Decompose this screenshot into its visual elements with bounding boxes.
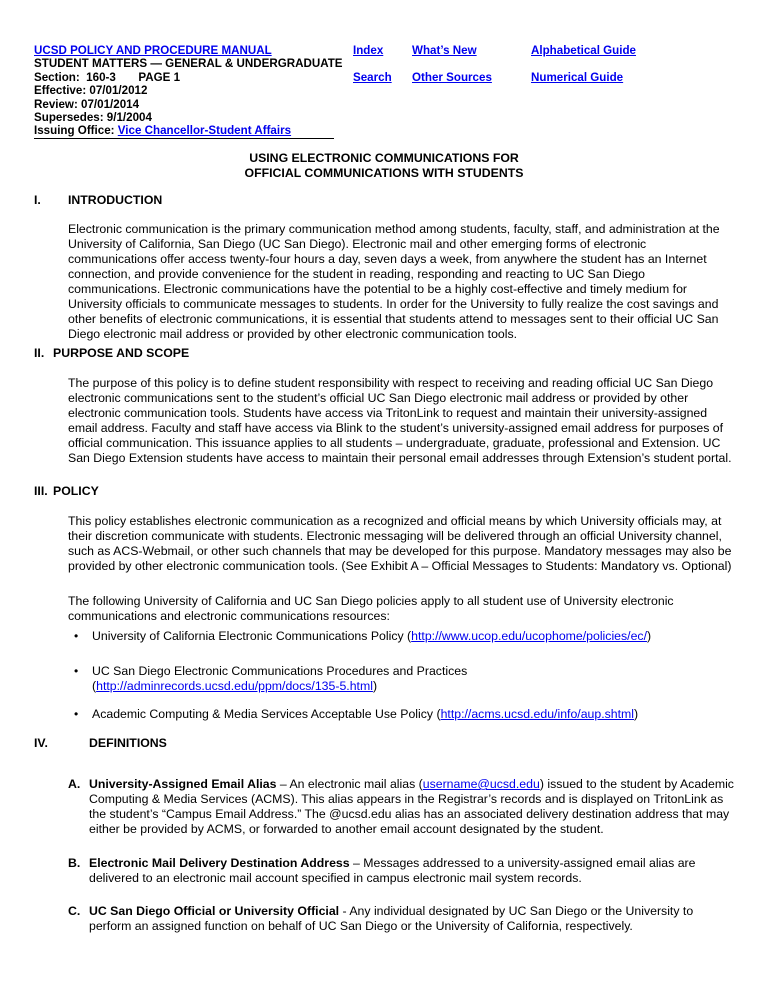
- definition-a-term: University-Assigned Email Alias: [89, 777, 277, 791]
- definition-a: University-Assigned Email Alias – An electronic mail alias (username@ucsd.edu) issued to the student by Academic Computing & Media Services (ACMS). This alias appears in the Registrar’s records and is displayed on TritonLink as the student’s “Campus Email Address.” The @ucsd.edu alias has an associated delivery destination address that may either be provided by ACMS, or forwarded to another email account designated by the student.: [89, 777, 734, 836]
- section-line: Section: 160-3 PAGE 1: [34, 70, 181, 84]
- nav-whats-new-link[interactable]: What’s New: [412, 44, 477, 57]
- section-3-text: This policy establishes electronic communication as a recognized and official means by which University officials may, at their discretion communicate with students. Electronic messaging will be delivered through an official University channel, such as ACS-Webmail, or other such channels that may be developed for this purpose. Mandatory messages may also be provided by other electronic communication tools. (See Exhibit A – Official Messages to Students: Mandatory vs. Optional): [68, 514, 732, 573]
- definition-b-term: Electronic Mail Delivery Destination Address: [89, 856, 350, 870]
- definition-c-letter: C.: [68, 904, 81, 918]
- section-4-number: IV.: [34, 736, 48, 750]
- nav-numerical-guide-link[interactable]: Numerical Guide: [531, 71, 624, 84]
- review-line: Review: 07/01/2014: [34, 97, 140, 111]
- section-1-text: Electronic communication is the primary communication method among students, faculty, staff, and administration at the University of California, San Diego (UC San Diego). Electronic mail and other emerging forms of electronic communications offer access twenty-four hours a day, seven days a week, from anywhere the student has an Internet connection, and provide convenience for the student in reading, responding and reacting to UC San Diego communications. Electronic communications have the potential to be a highly cost-effective and timely medium for University officials to communicate messages to students. In order for the University to fully realize the cost savings and other benefits of electronic communications, it is essential that students attend to messages sent to their official UC San Diego electronic mail address or provided by other electronic communication tools.: [68, 222, 720, 341]
- issuing-office-link[interactable]: Vice Chancellor-Student Affairs: [117, 124, 292, 138]
- effective-line: Effective: 07/01/2012: [34, 84, 148, 98]
- uc-ec-policy-link[interactable]: http://www.ucop.edu/ucophome/policies/ec/: [411, 629, 647, 643]
- section-2-text: The purpose of this policy is to define student responsibility with respect to receiving and reading official UC San Diego electronic communications sent to the student’s official UC San Diego electronic mail address or provided by other electronic communication tools. Students have access via TritonLink to request and maintain their university-assigned email address. Faculty and staff have access via Blink to the student’s university-assigned email address for purposes of official communication. This issuance applies to all students – undergraduate, graduate, professional and Extension. UC San Diego Extension students have access to maintain their personal email addresses through Extension’s student portal.: [68, 376, 732, 465]
- email-alias-link[interactable]: username@ucsd.edu: [422, 777, 540, 791]
- definition-c-term: UC San Diego Official or University Official: [89, 904, 340, 918]
- definition-c: UC San Diego Official or University Official - Any individual designated by UC San Diego or the University to perform an assigned function on behalf of UC San Diego or the University of California, respectively.: [89, 904, 694, 933]
- section-1-heading: INTRODUCTION: [68, 193, 163, 207]
- section-3-number: III.: [34, 484, 48, 498]
- bullet-2: UC San Diego Electronic Communications Procedures and Practices (http://adminrecords.ucsd.edu/ppm/docs/135-5.html): [92, 664, 468, 693]
- bullet-3: Academic Computing & Media Services Acceptable Use Policy (http://acms.ucsd.edu/info/aup.shtml): [92, 707, 639, 721]
- title-line-1: USING ELECTRONIC COMMUNICATIONS FOR: [249, 151, 519, 165]
- student-matters-line: STUDENT MATTERS — GENERAL & UNDERGRADUATE: [34, 57, 343, 71]
- section-3-text-2: The following University of California and UC San Diego policies apply to all student use of University electronic communications and electronic communications resources:: [68, 594, 674, 623]
- bullet-1: University of California Electronic Communications Policy (http://www.ucop.edu/ucophome/policies/ec/): [92, 629, 652, 643]
- definition-b: Electronic Mail Delivery Destination Address – Messages addressed to a university-assigned email alias are delivered to an electronic mail account specified in campus electronic mail system records.: [89, 856, 696, 885]
- nav-other-sources-link[interactable]: Other Sources: [412, 71, 492, 84]
- section-2-number: II.: [34, 346, 45, 360]
- section-2-heading: PURPOSE AND SCOPE: [53, 346, 190, 360]
- issuing-office-line: [34, 124, 334, 138]
- bullet-3-glyph: •: [74, 707, 79, 721]
- nav-alphabetical-guide-link[interactable]: Alphabetical Guide: [531, 44, 637, 57]
- nav-index-link[interactable]: Index: [353, 44, 384, 57]
- document-title: [0, 151, 768, 181]
- ucsd-ec-procedures-link[interactable]: http://adminrecords.ucsd.edu/ppm/docs/135-5.html: [96, 679, 373, 693]
- bullet-2-glyph: •: [74, 664, 79, 678]
- document-header: [34, 44, 343, 139]
- title-line-2: OFFICIAL COMMUNICATIONS WITH STUDENTS: [244, 166, 524, 180]
- nav-search-link[interactable]: Search: [353, 71, 392, 84]
- section-3-heading: POLICY: [53, 484, 99, 498]
- bullet-1-glyph: •: [74, 629, 79, 643]
- issuing-office-label: Issuing Office:: [34, 124, 115, 138]
- manual-link[interactable]: UCSD POLICY AND PROCEDURE MANUAL: [34, 44, 272, 57]
- definition-b-letter: B.: [68, 856, 81, 870]
- section-4-heading: DEFINITIONS: [89, 736, 167, 750]
- acms-aup-link[interactable]: http://acms.ucsd.edu/info/aup.shtml: [440, 707, 635, 721]
- definition-a-letter: A.: [68, 777, 81, 791]
- supersedes-line: Supersedes: 9/1/2004: [34, 111, 152, 125]
- section-1-number: I.: [34, 193, 41, 207]
